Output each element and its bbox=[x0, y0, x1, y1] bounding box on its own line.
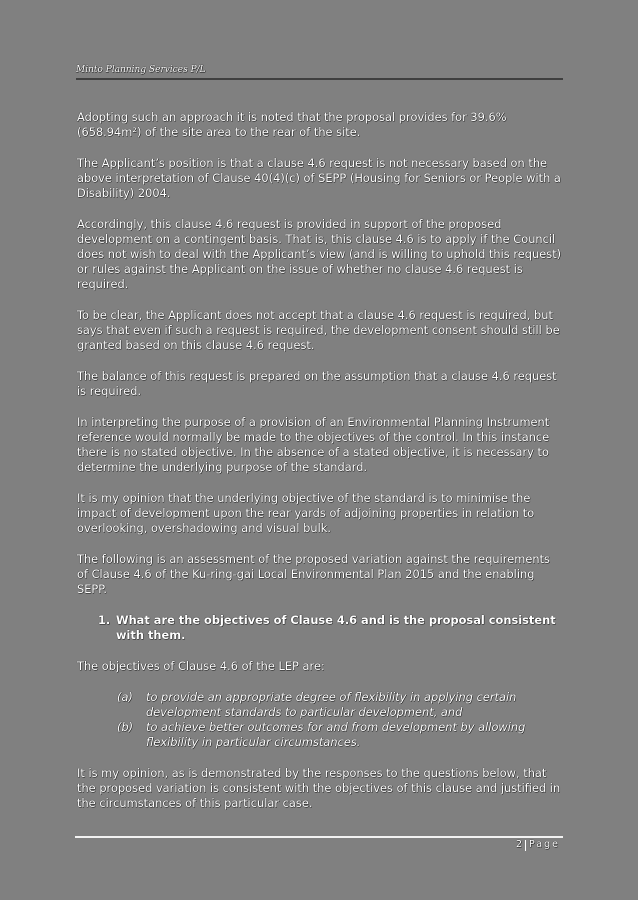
objective-item bbox=[117, 690, 562, 720]
page-label: Page bbox=[529, 839, 560, 850]
paragraph: To be clear, the Applicant does not accept that a clause 4.6 request is required, but says that even if such a request is required, the development consent should still be granted based on this clause 4.6 request. bbox=[77, 308, 560, 352]
header-divider bbox=[76, 78, 563, 80]
paragraph: Accordingly, this clause 4.6 request is provided in support of the proposed development on a contingent basis. That is, this clause 4.6 is to apply if the Council does not wish to deal with the Applicant’s view (and is willing to uphold this request) or rules against the Applicant on the issue of whether no clause 4.6 request is required. bbox=[77, 217, 562, 291]
footer-separator bbox=[525, 840, 526, 851]
paragraph: It is my opinion that the underlying objective of the standard is to minimise the impact of development upon the rear yards of adjoining properties in relation to overlooking, overshadowing and visual bulk. bbox=[77, 491, 535, 535]
paragraph: The balance of this request is prepared on the assumption that a clause 4.6 request is required. bbox=[77, 369, 557, 398]
objective-text: to achieve better outcomes for and from development by allowing flexibility in particular circumstances. bbox=[146, 720, 526, 749]
objectives-list bbox=[117, 690, 562, 750]
page-header bbox=[76, 64, 563, 80]
paragraph: The following is an assessment of the proposed variation against the requirements of Clause 4.6 of the Ku-ring-gai Local Environmental Plan 2015 and the enabling SEPP. bbox=[77, 552, 550, 596]
objective-item bbox=[117, 720, 562, 750]
numbered-question bbox=[98, 613, 562, 643]
question-text: What are the objectives of Clause 4.6 and is the proposal consistent with them. bbox=[116, 613, 556, 642]
header-title: Minto Planning Services P/L bbox=[76, 65, 206, 75]
paragraph: In interpreting the purpose of a provision of an Environmental Planning Instrument reference would normally be made to the objectives of the control. In this instance there is no stated objective. In the absence of a stated objective, it is necessary to determine the underlying purpose of the standard. bbox=[77, 415, 550, 474]
question-number: 1. bbox=[98, 613, 111, 627]
footer-divider bbox=[75, 836, 563, 838]
paragraph: The Applicant’s position is that a clause 4.6 request is not necessary based on the above interpretation of Clause 40(4)(c) of SEPP (Housing for Seniors or People with a Disability) 2004. bbox=[77, 156, 561, 200]
objective-text: to provide an appropriate degree of flexibility in applying certain development standards to particular development, and bbox=[146, 690, 517, 719]
objectives-intro: The objectives of Clause 4.6 of the LEP are: bbox=[77, 659, 325, 673]
objective-label: (a) bbox=[117, 690, 133, 704]
paragraph: Adopting such an approach it is noted that the proposal provides for 39.6% (658.94m²) of the site area to the rear of the site. bbox=[77, 110, 507, 139]
objective-label: (b) bbox=[117, 720, 134, 734]
conclusion-paragraph: It is my opinion, as is demonstrated by the responses to the questions below, that the proposed variation is consistent with the objectives of this clause and justified in the circumstances of this particular case. bbox=[77, 766, 561, 810]
document-body bbox=[77, 110, 562, 827]
page-footer bbox=[516, 839, 560, 851]
page-number: 2 bbox=[515, 839, 522, 850]
